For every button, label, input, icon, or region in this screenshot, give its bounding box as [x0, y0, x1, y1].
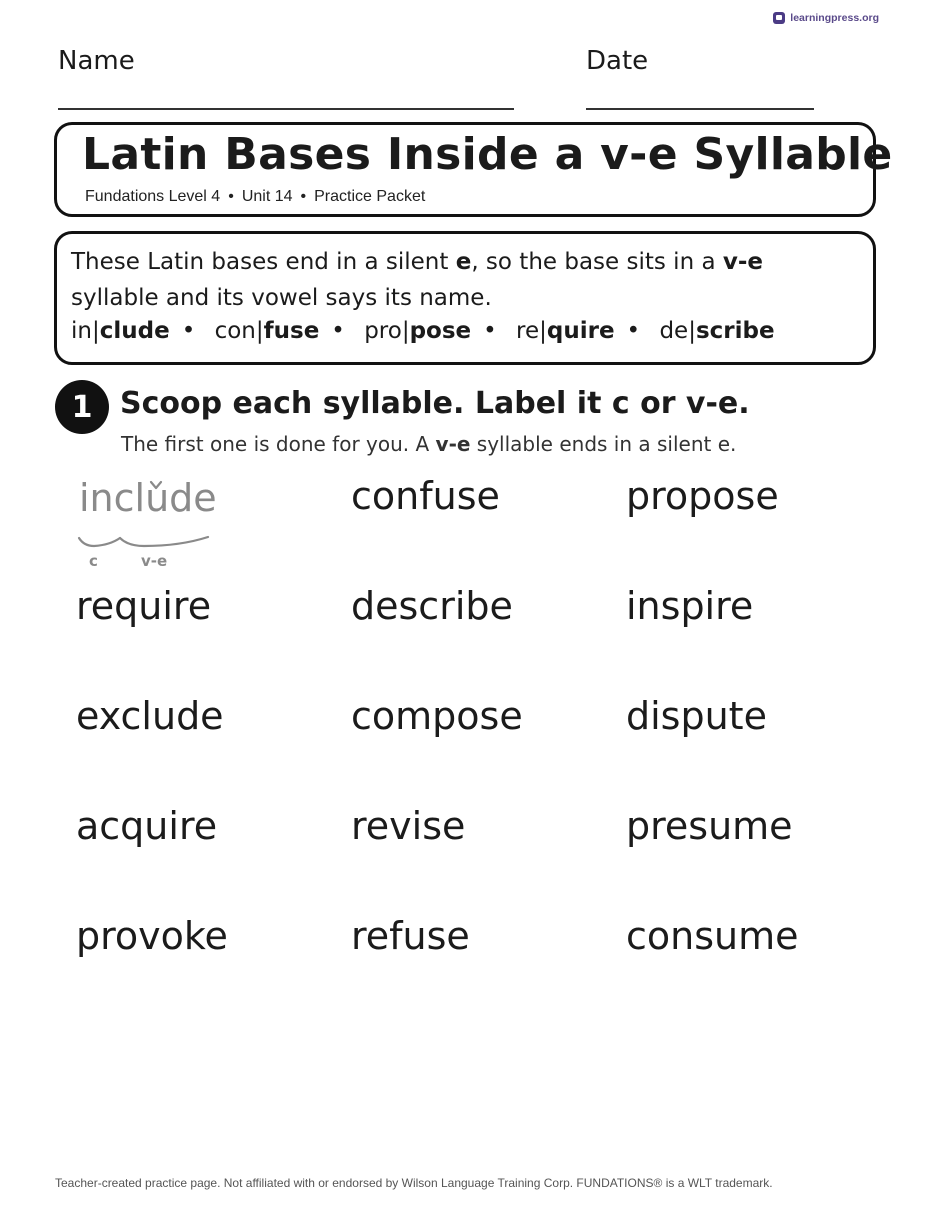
example-item: con|fuse: [214, 318, 320, 344]
name-line[interactable]: [58, 108, 514, 110]
example-item: de|scribe: [659, 318, 775, 344]
info-text: [71, 244, 861, 316]
word-item[interactable]: describe: [351, 584, 513, 628]
info-text-part: , so the base sits in a: [471, 249, 723, 275]
example-item: pro|pose: [364, 318, 472, 344]
word-item[interactable]: revise: [351, 804, 466, 848]
title-box: [54, 122, 893, 217]
step-instructions: The first one is done for you. A v-e syllable ends in a silent e.: [121, 432, 737, 456]
example-scoop-marks: [70, 474, 220, 556]
word-item[interactable]: provoke: [76, 914, 228, 958]
word-item[interactable]: inspire: [626, 584, 754, 628]
syllable-label-closed: c: [89, 552, 98, 570]
info-text-bold: v-e: [722, 249, 764, 275]
info-text-part: These Latin bases end in a silent: [71, 249, 456, 275]
word-item[interactable]: propose: [626, 474, 779, 518]
example-list: in|clude • con|fuse • pro|pose • re|quire • de|scribe: [71, 318, 775, 344]
info-text-bold: e: [455, 249, 472, 275]
word-item[interactable]: refuse: [351, 914, 470, 958]
date-label: Date: [586, 46, 649, 76]
word-example[interactable]: include: [79, 476, 217, 520]
subtitle-level: Fundations Level 4: [85, 188, 221, 205]
footer-disclaimer: Teacher-created practice page. Not affiliated with or endorsed by Wilson Language Training Corp. FUNDATIONS® is a WLT trademark.: [55, 1176, 773, 1190]
book-icon: [773, 12, 785, 24]
word-item[interactable]: confuse: [351, 474, 500, 518]
date-line[interactable]: [586, 108, 814, 110]
page-subtitle: Fundations Level 4 • Unit 14 • Practice Packet: [85, 188, 426, 205]
subtitle-unit: Unit 14: [241, 188, 293, 205]
word-item[interactable]: acquire: [76, 804, 218, 848]
word-item[interactable]: exclude: [76, 694, 224, 738]
example-item: re|quire: [516, 318, 615, 344]
example-item: in|clude: [71, 318, 170, 344]
info-text-part: syllable and its vowel says its name.: [71, 285, 492, 311]
info-box: [54, 231, 876, 365]
word-item[interactable]: require: [76, 584, 212, 628]
syllable-label-ve: v-e: [141, 552, 168, 570]
brand-logo[interactable]: [773, 12, 879, 24]
word-item[interactable]: presume: [626, 804, 793, 848]
word-item[interactable]: dispute: [626, 694, 767, 738]
name-label: Name: [58, 46, 135, 76]
step-number-badge: 1: [55, 380, 109, 434]
word-item[interactable]: consume: [626, 914, 799, 958]
brand-text: learningpress.org: [790, 12, 879, 24]
step-title: Scoop each syllable. Label it c or v-e.: [120, 386, 750, 421]
page-title: Latin Bases Inside a v-e Syllable: [82, 129, 893, 180]
word-item[interactable]: compose: [351, 694, 523, 738]
subtitle-packet: Practice Packet: [314, 188, 426, 205]
